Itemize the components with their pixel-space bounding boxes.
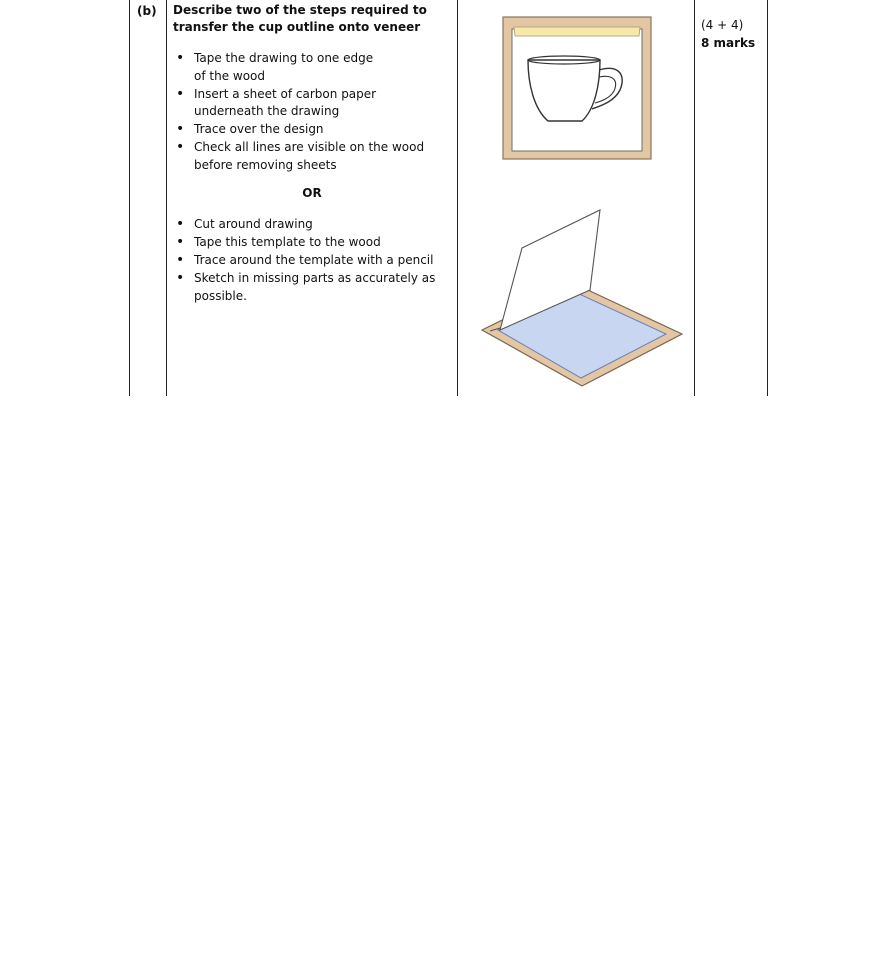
marks-total: 8 marks — [701, 36, 756, 50]
marks-breakdown: (4 + 4) — [701, 18, 744, 32]
list-item: • Tape this template to the wood — [176, 234, 446, 252]
table-border-left — [129, 0, 130, 396]
question-text: Describe two of the steps required to transfer the cup outline onto veneer — [173, 3, 427, 34]
list-item: • Check all lines are visible on the wood before removing sheets — [176, 139, 434, 174]
method-two-list — [176, 216, 446, 306]
list-item: • Trace over the design — [176, 121, 446, 139]
list-item: • Trace around the template with a pencil — [176, 252, 446, 270]
masking-tape — [514, 27, 640, 36]
method-one-list — [176, 50, 446, 175]
list-item: • Insert a sheet of carbon paper underneath the drawing — [176, 86, 446, 121]
list-item: • Sketch in missing parts as accurately as possible. — [176, 270, 439, 305]
part-label: (b) — [137, 4, 157, 18]
table-border-figure — [694, 0, 695, 396]
list-item: • Tape the drawing to one edge of the wood — [176, 50, 384, 85]
or-separator: OR — [302, 186, 322, 200]
carbon-paper-figure — [478, 206, 686, 390]
list-item: • Cut around drawing — [176, 216, 446, 234]
table-border-right — [767, 0, 768, 396]
taped-drawing-figure — [500, 14, 654, 162]
